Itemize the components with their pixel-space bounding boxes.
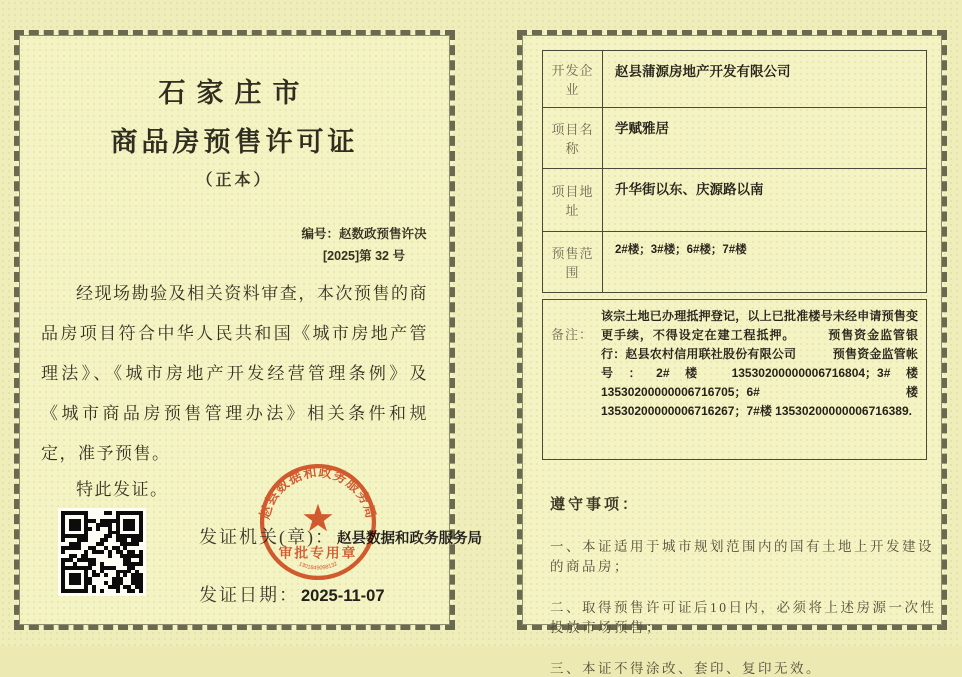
presale-scope-label: 预售范围 <box>543 232 603 293</box>
serial-number: 编号：赵数政预售许决[2025]第 32 号 <box>301 227 427 263</box>
compliance-section <box>550 493 942 677</box>
developer-label: 开发企业 <box>543 51 603 108</box>
remark-label: 备注： <box>551 327 594 342</box>
project-info-table <box>542 50 927 293</box>
issuer-label: 发证机关(章)： <box>199 527 335 547</box>
project-name-label: 项目名称 <box>543 108 603 169</box>
table-row <box>543 108 927 169</box>
issuer-value: 赵县数据和政务服务局 <box>337 531 482 547</box>
issue-date-row <box>199 581 385 607</box>
left-page-content <box>19 71 482 661</box>
certificate-right-page <box>517 30 947 676</box>
project-name-value: 学赋雅居 <box>603 108 927 169</box>
seal-banner-text: 审批专用章 <box>278 545 358 561</box>
table-row <box>543 232 927 293</box>
presale-scope-value: 2#楼；3#楼；6#楼；7#楼 <box>603 232 927 293</box>
project-address-label: 项目地址 <box>543 169 603 232</box>
developer-value: 赵县蒲源房地产开发有限公司 <box>603 51 927 108</box>
seal-code-text: 1301849098132 <box>297 561 339 572</box>
approval-paragraph: 经现场勘验及相关资料审查，本次预售的商品房项目符合中华人民共和国《城市房地产管理法》、《城市房地产开发经营管理条例》及《城市商品房预售管理办法》相关条件和规定，准予预售。 <box>41 284 428 463</box>
compliance-item-3: 三、本证不得涂改、套印、复印无效。 <box>550 661 822 676</box>
compliance-item-1: 一、本证适用于城市规划范围内的国有土地上开发建设的商品房； <box>550 539 934 574</box>
remark-text: 该宗土地已办理抵押登记，以上已批准楼号未经申请预售变更手续，不得设定在建工程抵押。 预售资金监管银行：赵县农村信用联社股份有限公司 预售资金监管帐号：2#楼 13530200000006716804；3#楼 13530200000006716705；6#楼 13530200000006716267；7#楼 13530200000006716389. <box>601 309 918 418</box>
table-row <box>543 169 927 232</box>
issue-date-value: 2025-11-07 <box>301 587 385 605</box>
qr-code-icon <box>58 508 146 596</box>
certificate-title: 商品房预售许可证 <box>110 127 359 157</box>
certificate-left-page <box>14 30 482 630</box>
issue-date-label: 发证日期： <box>199 585 299 605</box>
project-address-value: 升华街以东、庆源路以南 <box>603 169 927 232</box>
compliance-item-2: 二、取得预售许可证后10日内，必须将上述房源一次性投放市场预售； <box>550 600 937 635</box>
seal-star-icon <box>303 504 332 532</box>
city-title: 石家庄市 <box>158 78 311 108</box>
closing-line: 特此发证。 <box>76 480 169 499</box>
svg-text:1301849098132 <box>298 561 339 571</box>
right-page-content <box>522 35 942 676</box>
table-row <box>543 51 927 108</box>
official-seal-stamp <box>257 461 379 583</box>
remark-box <box>542 299 927 460</box>
seal-arc-text: 赵县数据和政务服务局 <box>257 464 379 521</box>
copy-type-label: （正本） <box>196 172 273 189</box>
compliance-title: 遵守事项： <box>550 497 641 513</box>
